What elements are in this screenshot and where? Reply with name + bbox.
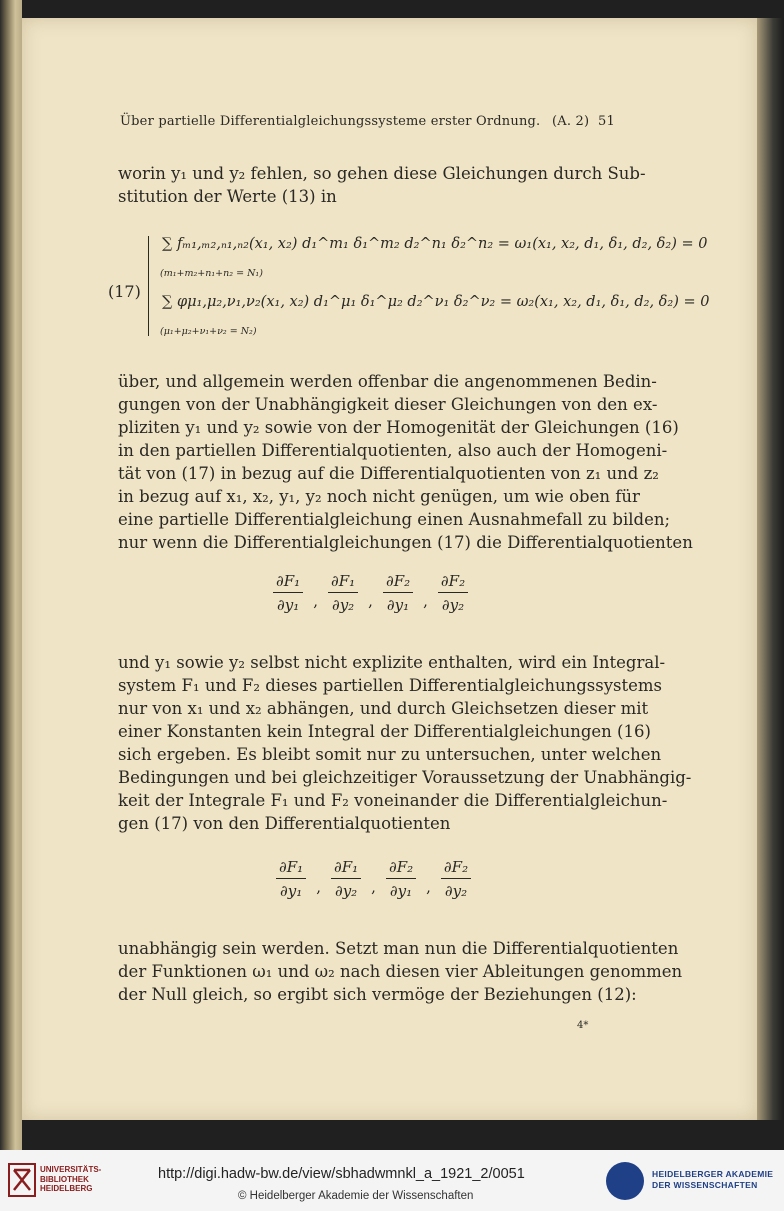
text-line: und y₁ sowie y₂ selbst nicht explizite enthalten, wird ein Integral- bbox=[118, 653, 666, 672]
text-line: worin y₁ und y₂ fehlen, so gehen diese Gleichungen durch Sub- bbox=[118, 164, 646, 183]
text-line: eine partielle Differentialgleichung einen Ausnahmefall zu bilden; bbox=[118, 510, 671, 529]
university-library-logo-icon[interactable] bbox=[8, 1162, 36, 1198]
text-line: der Null gleich, so ergibt sich vermöge der Beziehungen (12): bbox=[118, 985, 637, 1004]
text-line: nur wenn die Differentialgleichungen (17) die Differentialquotienten bbox=[118, 533, 693, 552]
text-line: nur von x₁ und x₂ abhängen, und durch Gleichsetzen dieser mit bbox=[118, 699, 649, 718]
header-section: (A. 2) bbox=[552, 114, 590, 129]
paragraph-1 bbox=[118, 162, 646, 208]
text-line: gungen von der Unabhängigkeit dieser Gleichungen von den ex- bbox=[118, 395, 658, 414]
text-line: sich ergeben. Es bleibt somit nur zu untersuchen, unter welchen bbox=[118, 745, 662, 764]
header-title: Über partielle Differentialgleichungssysteme erster Ordnung. bbox=[120, 114, 541, 129]
text-line: tät von (17) in bezug auf die Differentialquotienten von z₁ und z₂ bbox=[118, 464, 659, 483]
paragraph-3 bbox=[118, 651, 692, 835]
text-line: über, und allgemein werden offenbar die angenommenen Bedin- bbox=[118, 372, 657, 391]
text-line: stitution der Werte (13) in bbox=[118, 187, 337, 206]
summation-condition-1: (m₁+m₂+n₁+n₂ = N₁) bbox=[160, 268, 263, 279]
equation-line-2: ∑ φμ₁,μ₂,ν₁,ν₂(x₁, x₂) d₁^μ₁ δ₁^μ₂ d₂^ν₁ δ₂^ν₂ = ω₂(x₁, x₂, d₁, δ₁, d₂, δ₂) = 0 bbox=[162, 294, 710, 310]
partial-derivative: $\frac{\text{∂F₂}}{\text{∂y₁}}$ bbox=[386, 858, 416, 900]
signature-mark: 4* bbox=[577, 1020, 589, 1031]
permalink-url[interactable]: http://digi.hadw-bw.de/view/sbhadwmnkl_a_1921_2/0051 bbox=[158, 1166, 525, 1182]
text-line: in bezug auf x₁, x₂, y₁, y₂ noch nicht genügen, um wie oben für bbox=[118, 487, 640, 506]
text-line: Bedingungen und bei gleichzeitiger Voraussetzung der Unabhängig- bbox=[118, 768, 692, 787]
text-line: in den partiellen Differentialquotienten, also auch der Homogeni- bbox=[118, 441, 668, 460]
equation-line-1: ∑ fₘ₁,ₘ₂,ₙ₁,ₙ₂(x₁, x₂) d₁^m₁ δ₁^m₂ d₂^n₁ δ₂^n₂ = ω₁(x₁, x₂, d₁, δ₁, d₂, δ₂) = 0 bbox=[162, 236, 708, 252]
paragraph-2 bbox=[118, 370, 693, 554]
partial-derivative: $\frac{\text{∂F₁}}{\text{∂y₁}}$ bbox=[276, 858, 306, 900]
text-line: einer Konstanten kein Integral der Differentialgleichungen (16) bbox=[118, 722, 651, 741]
text-line: keit der Integrale F₁ und F₂ voneinander die Differentialgleichun- bbox=[118, 791, 668, 810]
text-line: pliziten y₁ und y₂ sowie von der Homogenität der Gleichungen (16) bbox=[118, 418, 679, 437]
page-number: 51 bbox=[598, 114, 615, 129]
copyright-notice: © Heidelberger Akademie der Wissenschaften bbox=[238, 1190, 474, 1202]
partial-derivative: $\frac{\text{∂F₁}}{\text{∂y₁}}$ bbox=[273, 572, 303, 614]
text-line: unabhängig sein werden. Setzt man nun die Differentialquotienten bbox=[118, 939, 679, 958]
university-library-name[interactable]: UNIVERSITÄTS- BIBLIOTHEK HEIDELBERG bbox=[40, 1165, 102, 1193]
fraction-row-2: $\frac{\text{∂F₁}}{\text{∂y₁}}$ , $\frac{\text{∂F₁}}{\text{∂y₂}}$ , $\frac{\text{∂F₂}}{\text{∂y₁}}$ , $\frac{\text{∂F₂}}{\text{∂y₂}}$ bbox=[276, 858, 471, 900]
partial-derivative: $\frac{\text{∂F₂}}{\text{∂y₁}}$ bbox=[383, 572, 413, 614]
text-line: der Funktionen ω₁ und ω₂ nach diesen vier Ableitungen genommen bbox=[118, 962, 683, 981]
equation-17 bbox=[108, 230, 710, 345]
partial-derivative: $\frac{\text{∂F₁}}{\text{∂y₂}}$ bbox=[328, 572, 358, 614]
partial-derivative: $\frac{\text{∂F₂}}{\text{∂y₂}}$ bbox=[438, 572, 468, 614]
partial-derivative: $\frac{\text{∂F₂}}{\text{∂y₂}}$ bbox=[441, 858, 471, 900]
fraction-row-1: $\frac{\text{∂F₁}}{\text{∂y₁}}$ , $\frac{\text{∂F₁}}{\text{∂y₂}}$ , $\frac{\text{∂F₂}}{\text{∂y₁}}$ , $\frac{\text{∂F₂}}{\text{∂y₂}}$ bbox=[273, 572, 468, 614]
adjacent-page-edge bbox=[0, 0, 22, 1150]
summation-condition-2: (μ₁+μ₂+ν₁+ν₂ = N₂) bbox=[160, 326, 257, 337]
equation-label: (17) bbox=[108, 282, 141, 301]
text-line: system F₁ und F₂ dieses partiellen Differentialgleichungssystems bbox=[118, 676, 663, 695]
partial-derivative: $\frac{\text{∂F₁}}{\text{∂y₂}}$ bbox=[331, 858, 361, 900]
book-edge bbox=[757, 18, 784, 1120]
academy-name[interactable]: HEIDELBERGER AKADEMIE DER WISSENSCHAFTEN bbox=[652, 1169, 774, 1190]
text-line: gen (17) von den Differentialquotienten bbox=[118, 814, 451, 833]
paragraph-4 bbox=[118, 937, 683, 1006]
viewer-footer bbox=[0, 1150, 784, 1211]
equation-brace bbox=[148, 236, 155, 336]
academy-seal-icon[interactable] bbox=[606, 1162, 644, 1200]
